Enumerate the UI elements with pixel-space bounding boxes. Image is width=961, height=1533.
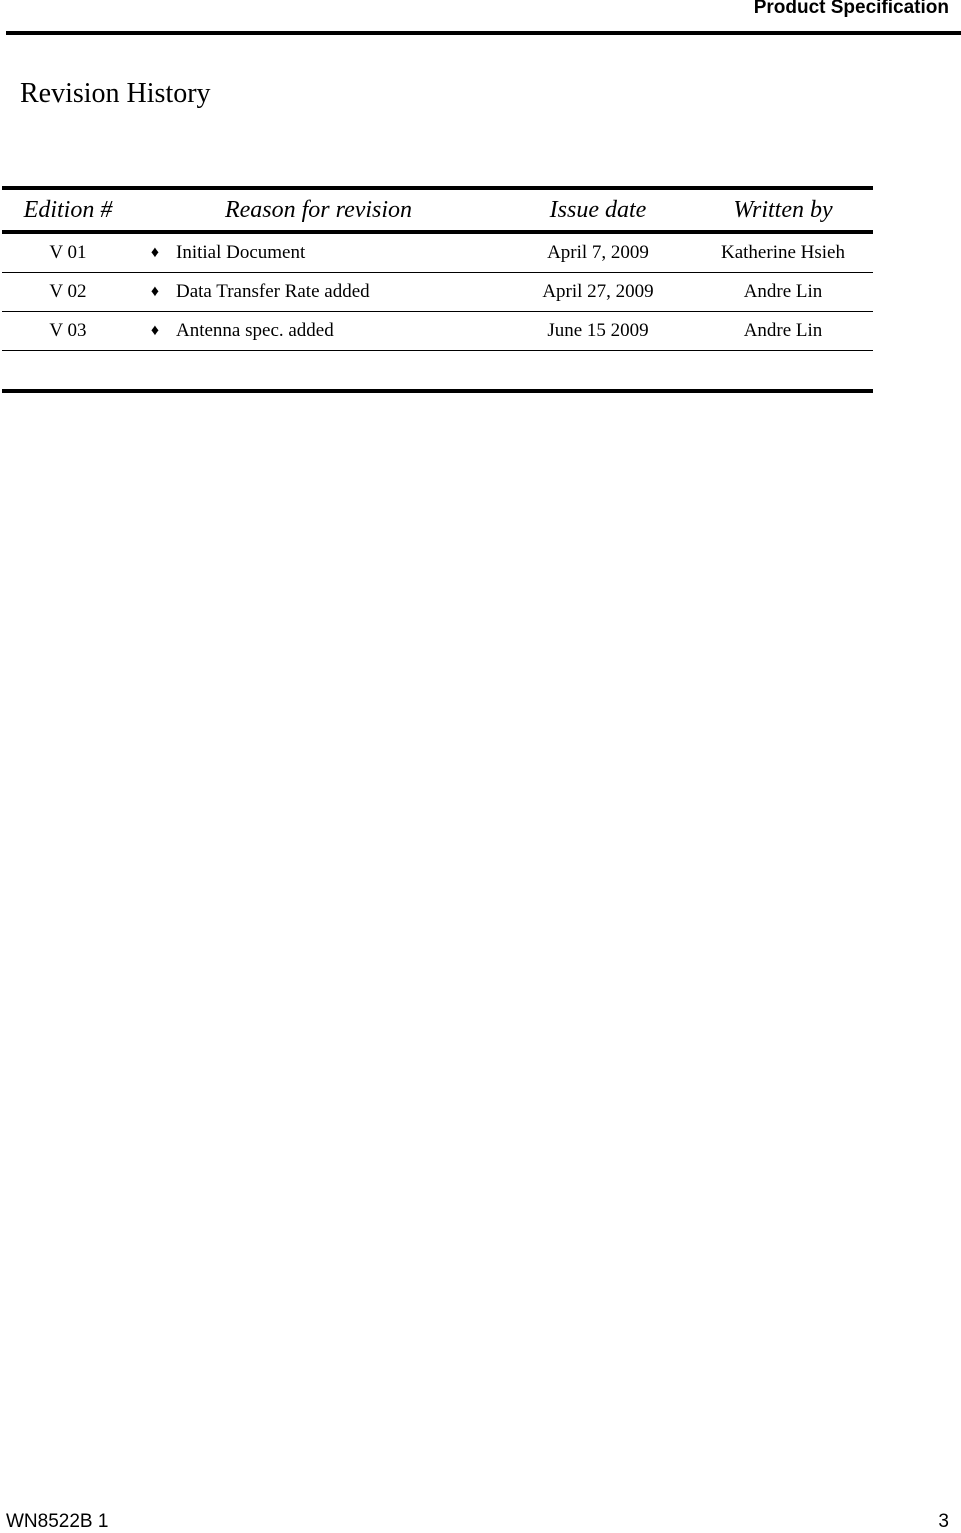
issue-date-cell: April 7, 2009 [503, 232, 693, 273]
page-title: Revision History [20, 78, 211, 109]
edition-cell: V 03 [2, 312, 134, 351]
table-row [2, 312, 873, 351]
author-cell: Andre Lin [693, 273, 873, 312]
author-cell: Katherine Hsieh [693, 232, 873, 273]
column-header-edition: Edition # [2, 188, 134, 232]
issue-date-cell: June 15 2009 [503, 312, 693, 351]
column-header-issue-date: Issue date [503, 188, 693, 232]
table-row [2, 273, 873, 312]
footer-page-number: 3 [938, 1511, 949, 1532]
author-cell: Andre Lin [693, 312, 873, 351]
reason-cell: Initial Document [176, 232, 503, 273]
issue-date-cell: April 27, 2009 [503, 273, 693, 312]
edition-cell: V 01 [2, 232, 134, 273]
edition-cell: V 02 [2, 273, 134, 312]
column-header-reason: Reason for revision [134, 188, 503, 232]
column-header-written-by: Written by [693, 188, 873, 232]
bullet-icon: ♦ [134, 273, 176, 312]
document-header-title: Product Specification [753, 0, 949, 18]
reason-cell: Data Transfer Rate added [176, 273, 503, 312]
revision-history-table [2, 186, 873, 393]
table-header-row [2, 188, 873, 232]
footer-document-id: WN8522B 1 [6, 1511, 109, 1532]
table-row [2, 232, 873, 273]
header-divider [6, 31, 961, 35]
bullet-icon: ♦ [134, 312, 176, 351]
table-empty-row [2, 351, 873, 392]
reason-cell: Antenna spec. added [176, 312, 503, 351]
bullet-icon: ♦ [134, 232, 176, 273]
